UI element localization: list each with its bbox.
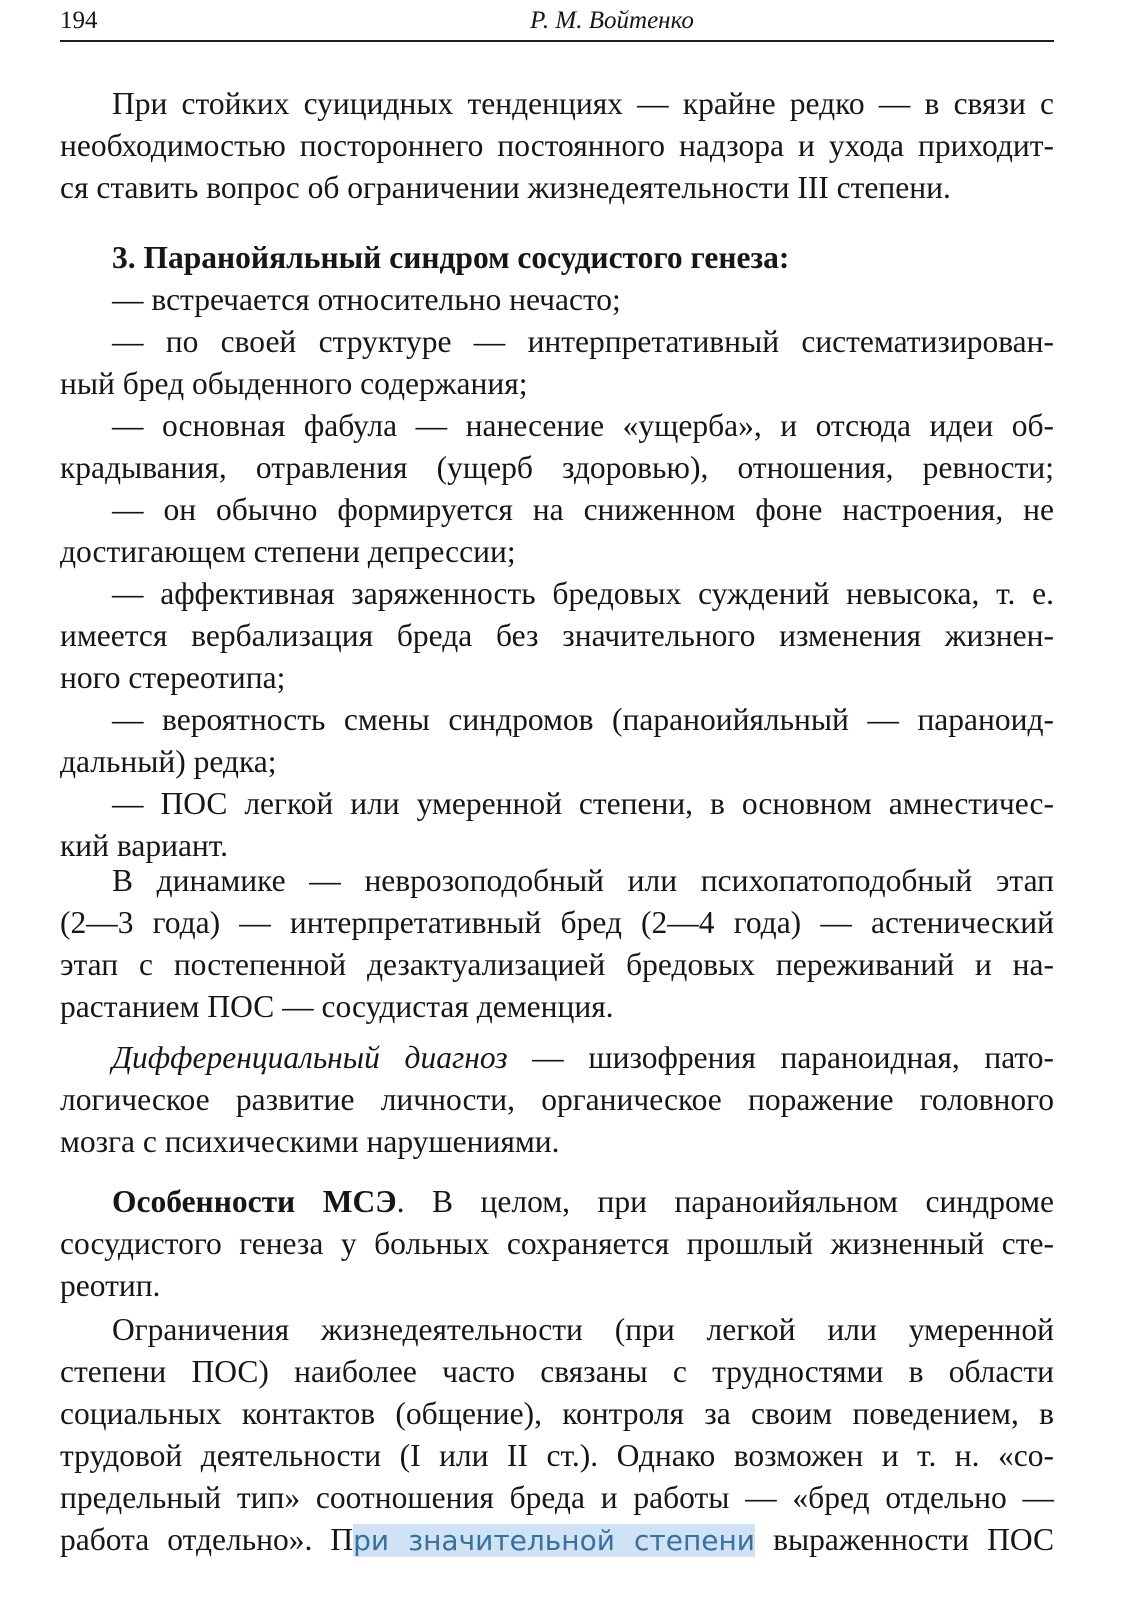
text-line: этап с постепенной дезактуализацией бредовых переживаний и на- <box>60 947 1054 982</box>
bold-term: Особенности МСЭ <box>112 1184 397 1219</box>
text-line: сосудистого генеза у больных сохраняется прошлый жизненный сте- <box>60 1226 1054 1261</box>
list-item: — он обычно формируется на сниженном фоне настроения, не <box>112 492 1054 527</box>
line-rest: — шизофрения параноидная, пато- <box>507 1040 1054 1075</box>
text-line: ного стереотипа; <box>60 660 286 695</box>
list-item: — вероятность смены синдромов (параноийяльный — параноид- <box>112 702 1054 737</box>
page-number: 194 <box>60 7 98 34</box>
list-item: — по своей структуре — интерпретативный систематизирован- <box>112 324 1054 359</box>
text-line: имеется вербализация бреда без значительного изменения жизнен- <box>60 618 1054 653</box>
selected-text[interactable]: ри значительной степени <box>353 1524 755 1557</box>
text-line <box>112 1037 1054 1079</box>
list-item: — аффективная заряженность бредовых суждений невысока, т. е. <box>112 576 1054 611</box>
line-start: работа отдельно». П <box>60 1522 354 1557</box>
text-line: При стойких суицидных тенденциях — крайне редко — в связи с <box>112 86 1054 121</box>
list-item: — встречается относительно нечасто; <box>112 282 621 317</box>
running-head <box>60 4 1054 42</box>
section-heading: 3. Паранойяльный синдром сосудистого генеза: <box>112 240 790 275</box>
text-line: крадывания, отравления (ущерб здоровью), отношения, ревности; <box>60 450 1054 485</box>
text-line: мозга с психическими нарушениями. <box>60 1124 560 1159</box>
text-line: степени ПОС) наиболее часто связаны с трудностями в области <box>60 1354 1054 1389</box>
list-item: — основная фабула — нанесение «ущерба», и отсюда идеи об- <box>112 408 1054 443</box>
text-line: необходимостью постороннего постоянного надзора и ухода приходит- <box>60 128 1054 163</box>
line-rest: . В целом, при параноийяльном синдроме <box>396 1184 1055 1219</box>
list-item: — ПОС легкой или умеренной степени, в основном амнестичес- <box>112 786 1054 821</box>
text-line: (2—3 года) — интерпретативный бред (2—4 года) — астенический <box>60 905 1054 940</box>
text-line: логическое развитие личности, органическое поражение головного <box>60 1082 1054 1117</box>
text-line: трудовой деятельности (I или II ст.). Однако возможен и т. н. «со- <box>60 1438 1054 1473</box>
text-line: растанием ПОС — сосудистая деменция. <box>60 989 614 1024</box>
text-line: ся ставить вопрос об ограничении жизнедеятельности III степени. <box>60 170 951 205</box>
text-line <box>112 1181 1054 1223</box>
text-line: кий вариант. <box>60 828 229 863</box>
text-line: ный бред обыденного содержания; <box>60 366 528 401</box>
running-head-author: Р. М. Войтенко <box>530 7 694 34</box>
italic-term: Дифференциальный диагноз <box>112 1040 508 1075</box>
text-line: достигающем степени депрессии; <box>60 534 516 569</box>
text-line <box>60 1519 1054 1561</box>
text-line: Ограничения жизнедеятельности (при легкой или умеренной <box>112 1312 1054 1347</box>
line-rest: выраженности ПОС <box>754 1522 1054 1557</box>
text-line: дальный) редка; <box>60 744 277 779</box>
text-line: В динамике — неврозоподобный или психопатоподобный этап <box>112 863 1054 898</box>
text-line: реотип. <box>60 1268 161 1303</box>
text-line: предельный тип» соотношения бреда и работы — «бред отдельно — <box>60 1480 1054 1515</box>
text-line: социальных контактов (общение), контроля за своим поведением, в <box>60 1396 1054 1431</box>
